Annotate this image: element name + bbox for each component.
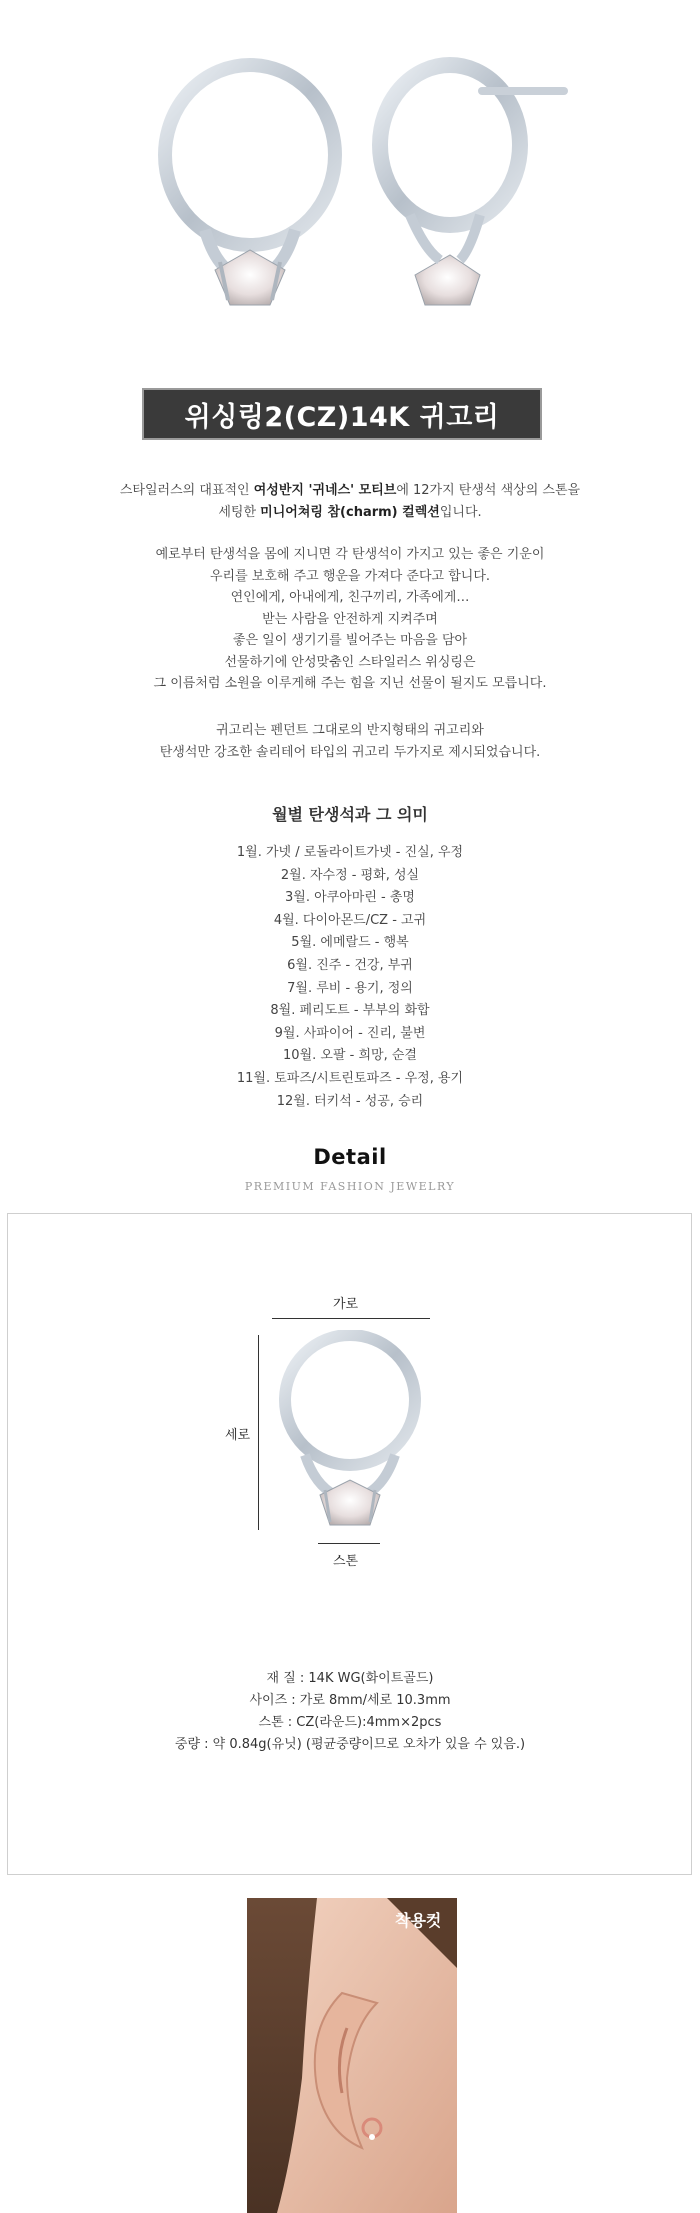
birthstone-list (0, 842, 700, 1113)
story-line: 그 이름처럼 소원을 이루게해 주는 힘을 지닌 선물이 될지도 모릅니다. (153, 676, 547, 691)
month-item: 2월. 자수정 - 평화, 성실 (280, 867, 420, 883)
month-item: 6월. 진주 - 건강, 부귀 (287, 957, 413, 973)
ring-front-view (165, 65, 335, 305)
intro-paragraph (0, 480, 700, 523)
spec-material: 재 질 : 14K WG(화이트골드) (266, 1671, 434, 1686)
month-item: 10월. 오팔 - 희망, 순결 (283, 1048, 417, 1064)
story-line: 좋은 일이 생기기를 빌어주는 마음을 담아 (232, 633, 468, 648)
story-line: 받는 사람을 안전하게 지켜주며 (262, 611, 438, 627)
product-title: 위싱링2(CZ)14K 귀고리 (184, 401, 500, 433)
stone-label: 스톤 (333, 1554, 359, 1569)
month-item: 4월. 다이아몬드/CZ - 고귀 (273, 912, 427, 928)
product-hero-image (0, 0, 700, 370)
month-item: 8월. 페리도트 - 부부의 화합 (270, 1003, 430, 1019)
story-line: 연인에게, 아내에게, 친구끼리, 가족에게… (230, 590, 470, 605)
description-paragraph (0, 720, 700, 763)
month-item: 11월. 토파즈/시트린토파즈 - 우정, 용기 (236, 1070, 464, 1086)
stone-line (318, 1543, 380, 1544)
detail-heading: Detail (313, 1145, 387, 1169)
spec-weight: 중량 : 약 0.84g(유닛) (평균중량이므로 오차가 있을 수 있음.) (174, 1737, 526, 1752)
month-item: 1월. 가넷 / 로돌라이트가넷 - 진실, 우정 (236, 845, 464, 860)
ear-illustration (247, 1898, 457, 2213)
width-label: 가로 (333, 1297, 359, 1312)
story-paragraph (0, 544, 700, 695)
month-item: 3월. 아쿠아마린 - 총명 (285, 890, 415, 906)
intro-line-2: 세팅한 미니어쳐링 참(charm) 컬렉션입니다. (218, 504, 482, 520)
wearing-photo (247, 1898, 457, 2213)
product-title-banner (142, 388, 542, 440)
desc-line: 귀고리는 펜던트 그대로의 반지형태의 귀고리와 (216, 723, 484, 738)
month-item: 12월. 터키석 - 성공, 승리 (276, 1093, 424, 1109)
month-item: 7월. 루비 - 용기, 정의 (287, 980, 413, 996)
intro-line-1: 스타일러스의 대표적인 여성반지 '귀네스' 모티브에 12가지 탄생석 색상의 스톤을 (119, 483, 581, 498)
story-line: 예로부터 탄생석을 몸에 지니면 각 탄생석이 가지고 있는 좋은 기운이 (155, 547, 545, 562)
desc-line: 탄생석만 강조한 솔리테어 타입의 귀고리 두가지로 제시되었습니다. (159, 744, 541, 760)
story-line: 우리를 보호해 주고 행운을 가져다 준다고 합니다. (209, 568, 491, 584)
width-line (272, 1318, 430, 1319)
spec-size: 사이즈 : 가로 8mm/세로 10.3mm (249, 1693, 451, 1708)
detail-subheading: PREMIUM FASHION JEWELRY (244, 1180, 456, 1193)
story-line: 선물하기에 안성맞춤인 스타일러스 위싱링은 (224, 654, 476, 670)
spec-list (0, 1668, 700, 1756)
birthstone-section-title: 월별 탄생석과 그 의미 (272, 805, 428, 824)
month-item: 9월. 사파이어 - 진리, 불변 (274, 1025, 426, 1041)
ring-side-view (380, 65, 568, 305)
height-line (258, 1335, 259, 1530)
ring-detail-image (270, 1330, 430, 1545)
month-item: 5월. 에메랄드 - 행복 (291, 935, 409, 951)
height-label: 세로 (225, 1428, 251, 1443)
wearing-label: 착용컷 (395, 1911, 442, 1930)
spec-stone: 스톤 : CZ(라운드):4mm×2pcs (258, 1715, 442, 1730)
